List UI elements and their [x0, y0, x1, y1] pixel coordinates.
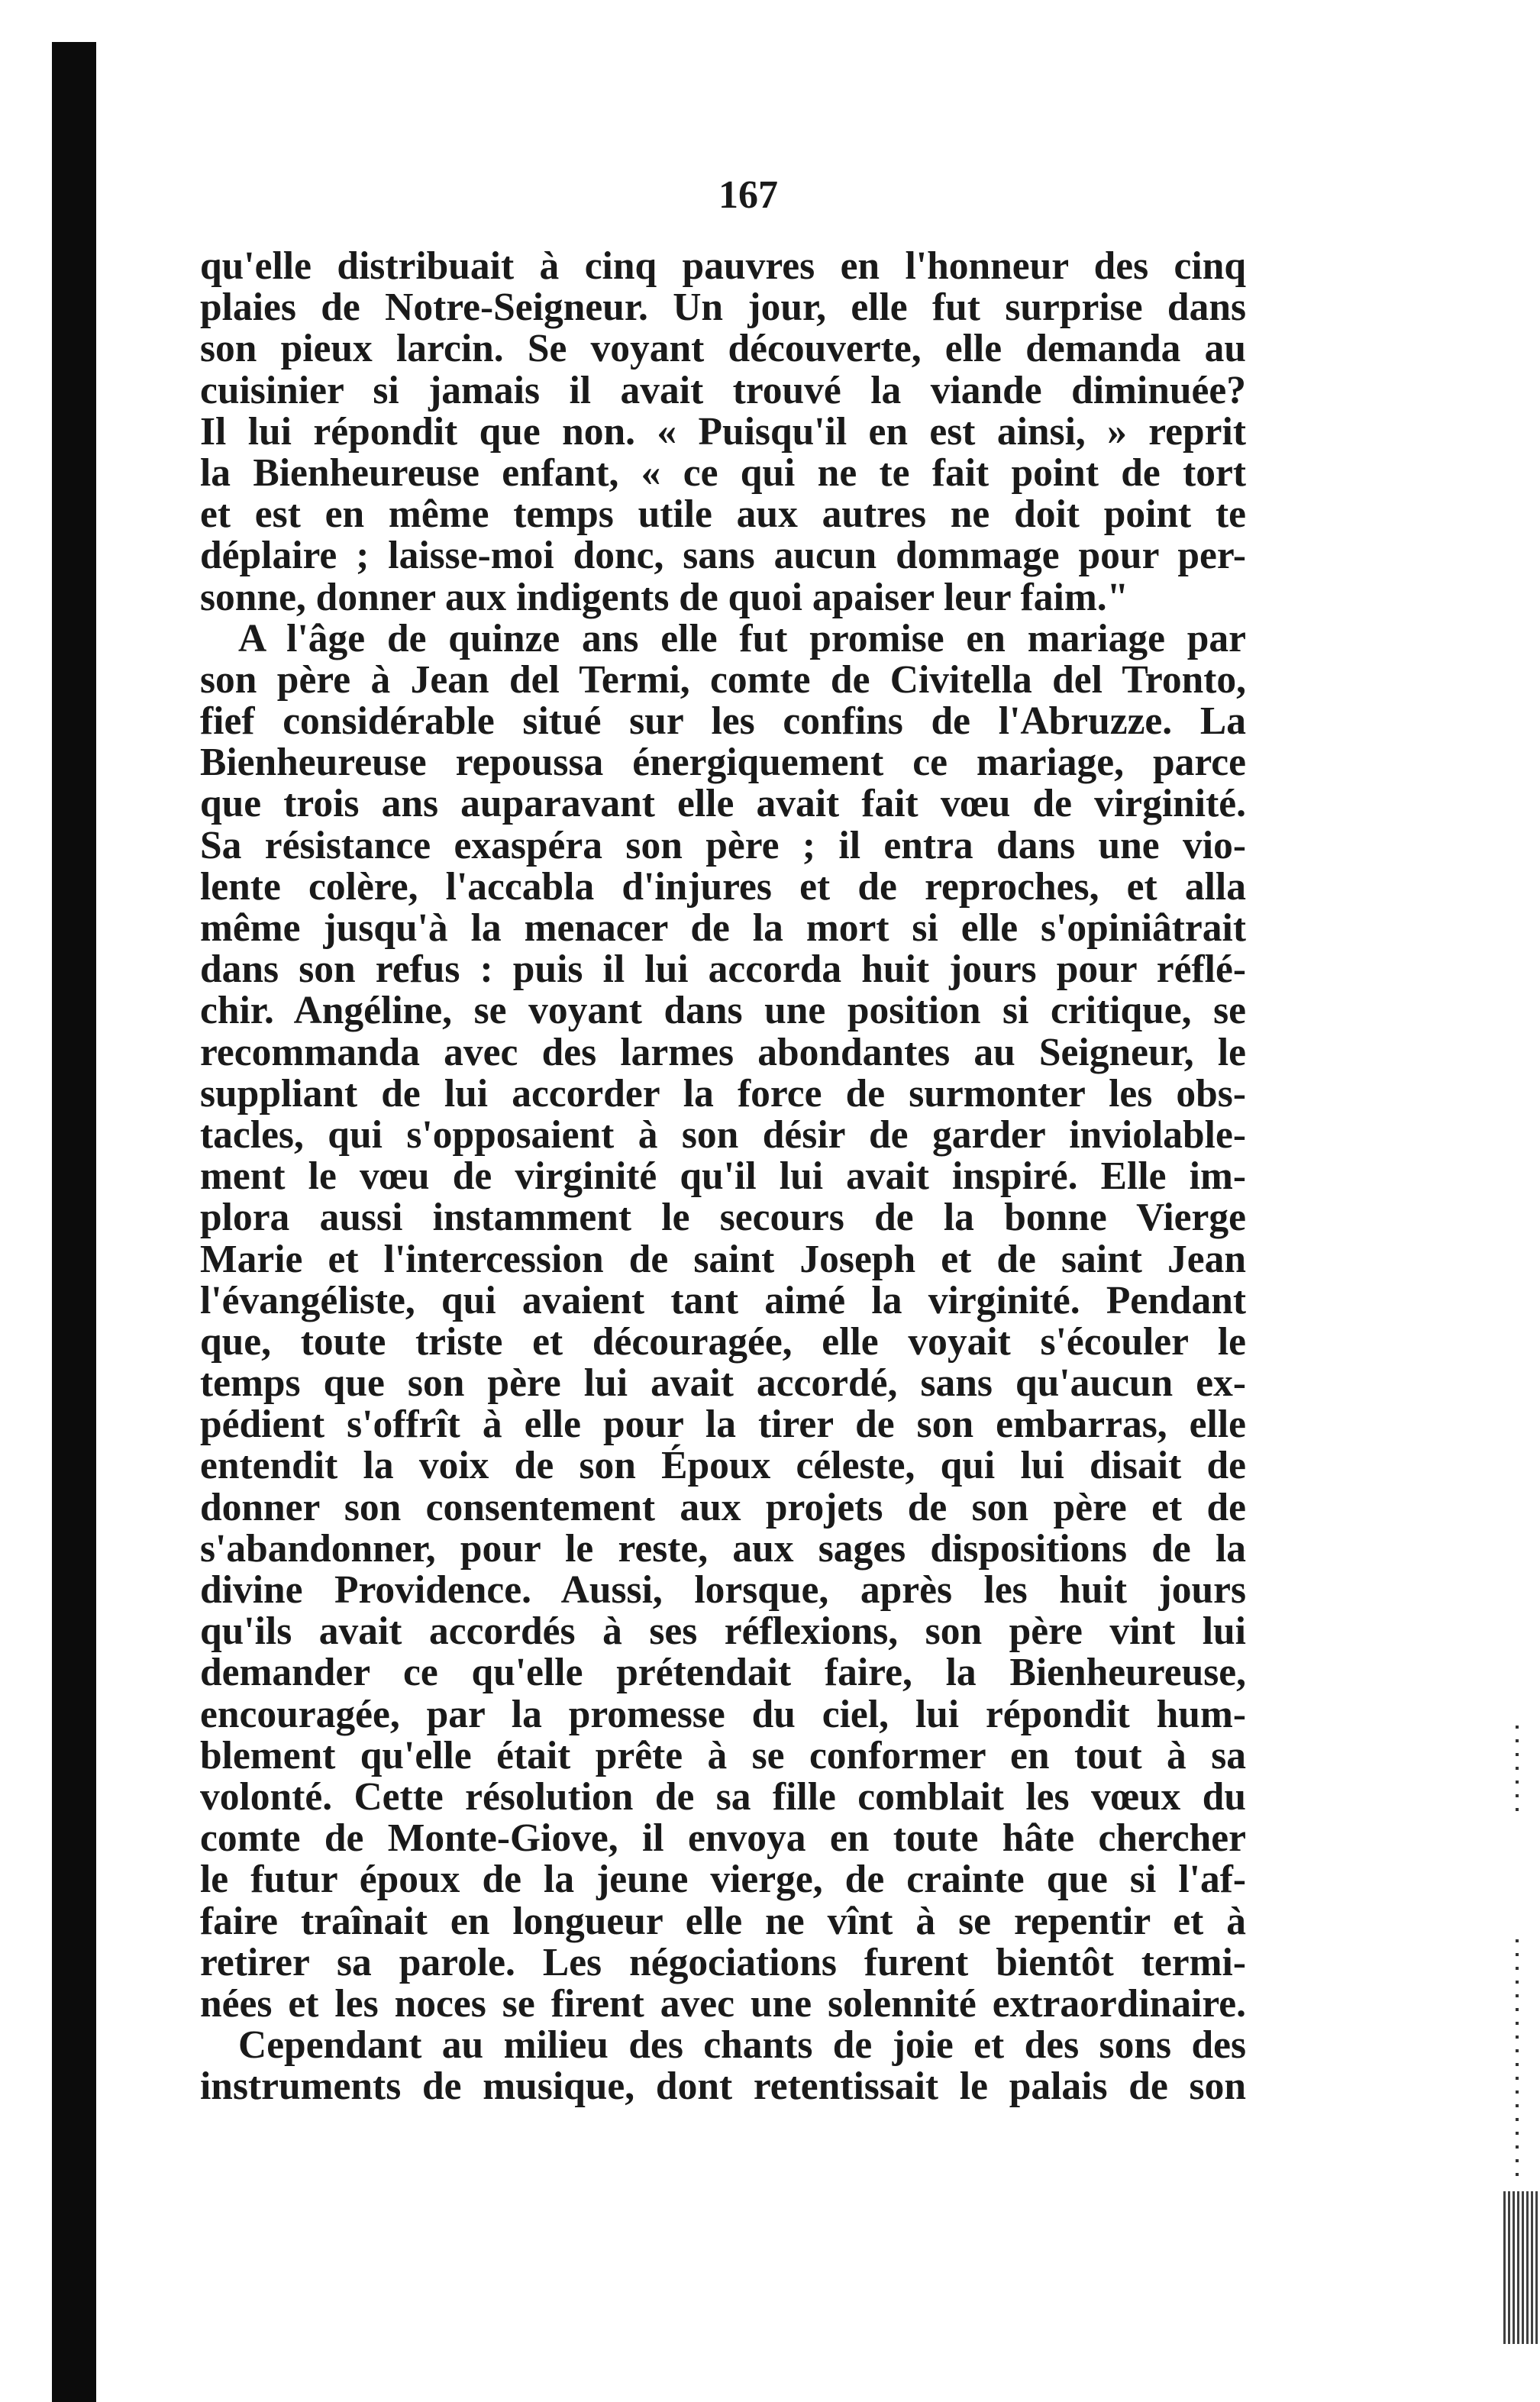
text-line: entendit la voix de son Époux céleste, qui lui disait de: [200, 1444, 1246, 1488]
text-line: sonne, donner aux indigents de quoi apaiser leur faim.": [200, 575, 1129, 619]
text-line: divine Providence. Aussi, lorsque, après les huit jours: [200, 1568, 1246, 1612]
text-line: et est en même temps utile aux autres ne doit point te: [200, 492, 1246, 537]
text-line: qu'ils avait accordés à ses réflexions, son père vint lui: [200, 1609, 1246, 1654]
text-line: chir. Angéline, se voyant dans une position si critique, se: [200, 989, 1246, 1033]
text-line: même jusqu'à la menacer de la mort si elle s'opiniâtrait: [200, 906, 1246, 950]
text-line: donner son consentement aux projets de son père et de: [200, 1485, 1246, 1529]
text-line: tacles, qui s'opposaient à son désir de garder inviolable-: [200, 1112, 1246, 1157]
page-number: 167: [718, 173, 778, 217]
text-line: nées et les noces se firent avec une solennité extraordinaire.: [200, 1981, 1246, 2026]
text-line: le futur époux de la jeune vierge, de crainte que si l'af-: [200, 1858, 1246, 1902]
text-line: instruments de musique, dont retentissait le palais de son: [200, 2065, 1246, 2109]
text-line: temps que son père lui avait accordé, sans qu'aucun ex-: [200, 1361, 1246, 1406]
text-line: déplaire ; laisse-moi donc, sans aucun dommage pour per-: [200, 534, 1246, 578]
text-line: lente colère, l'accabla d'injures et de reproches, et alla: [200, 864, 1246, 909]
text-line: demander ce qu'elle prétendait faire, la Bienheureuse,: [200, 1651, 1246, 1695]
text-line: pédient s'offrît à elle pour la tirer de son embarras, elle: [200, 1403, 1246, 1447]
text-line: plora aussi instamment le secours de la bonne Vierge: [200, 1196, 1246, 1240]
text-line: ment le vœu de virginité qu'il lui avait inspiré. Elle im-: [200, 1154, 1246, 1199]
text-line: Sa résistance exaspéra son père ; il entra dans une vio-: [200, 823, 1246, 867]
text-line: s'abandonner, pour le reste, aux sages dispositions de la: [200, 1526, 1246, 1571]
text-line: son pieux larcin. Se voyant découverte, elle demanda au: [200, 327, 1246, 371]
text-line: dans son refus : puis il lui accorda huit jours pour réflé-: [200, 948, 1246, 992]
text-line: recommanda avec des larmes abondantes au Seigneur, le: [200, 1030, 1246, 1074]
text-line: Il lui répondit que non. « Puisqu'il en est ainsi, » reprit: [200, 409, 1246, 454]
text-line: qu'elle distribuait à cinq pauvres en l'honneur des cinq: [200, 244, 1246, 288]
text-line: la Bienheureuse enfant, « ce qui ne te fait point de tort: [200, 450, 1246, 495]
text-line: retirer sa parole. Les négociations furent bientôt termi-: [200, 1940, 1246, 1984]
text-line: encouragée, par la promesse du ciel, lui répondit hum-: [200, 1692, 1246, 1736]
text-line: Bienheureuse repoussa énergiquement ce mariage, parce: [200, 741, 1246, 785]
text-line: Marie et l'intercession de saint Joseph et de saint Jean: [200, 1237, 1246, 1281]
text-line: son père à Jean del Termi, comte de Civitella del Tronto,: [200, 657, 1246, 702]
text-line: A l'âge de quinze ans elle fut promise en mariage par: [238, 616, 1246, 660]
text-line: que trois ans auparavant elle avait fait vœu de virginité.: [200, 782, 1246, 826]
text-line: que, toute triste et découragée, elle voyait s'écouler le: [200, 1319, 1246, 1364]
page-edge-dots: [1516, 1726, 1519, 1817]
text-line: suppliant de lui accorder la force de surmonter les obs-: [200, 1071, 1246, 1115]
page-edge-dots: [1516, 1939, 1519, 2184]
body-text: [200, 246, 1246, 2107]
text-line: comte de Monte-Giove, il envoya en toute hâte chercher: [200, 1816, 1246, 1861]
text-line: cuisinier si jamais il avait trouvé la viande diminuée?: [200, 368, 1246, 412]
text-line: fief considérable situé sur les confins de l'Abruzze. La: [200, 699, 1246, 744]
text-line: blement qu'elle était prête à se conformer en tout à sa: [200, 1733, 1246, 1777]
text-line: plaies de Notre-Seigneur. Un jour, elle fut surprise dans: [200, 286, 1246, 330]
text-line: l'évangéliste, qui avaient tant aimé la virginité. Pendant: [200, 1278, 1246, 1322]
text-line: faire traînait en longueur elle ne vînt à se repentir et à: [200, 1899, 1246, 1943]
text-line: Cependant au milieu des chants de joie et des sons des: [238, 2023, 1246, 2068]
text-line: volonté. Cette résolution de sa fille comblait les vœux du: [200, 1774, 1246, 1819]
page-edge-artifact: [1503, 2191, 1540, 2344]
page-binding-shadow: [52, 42, 96, 2402]
